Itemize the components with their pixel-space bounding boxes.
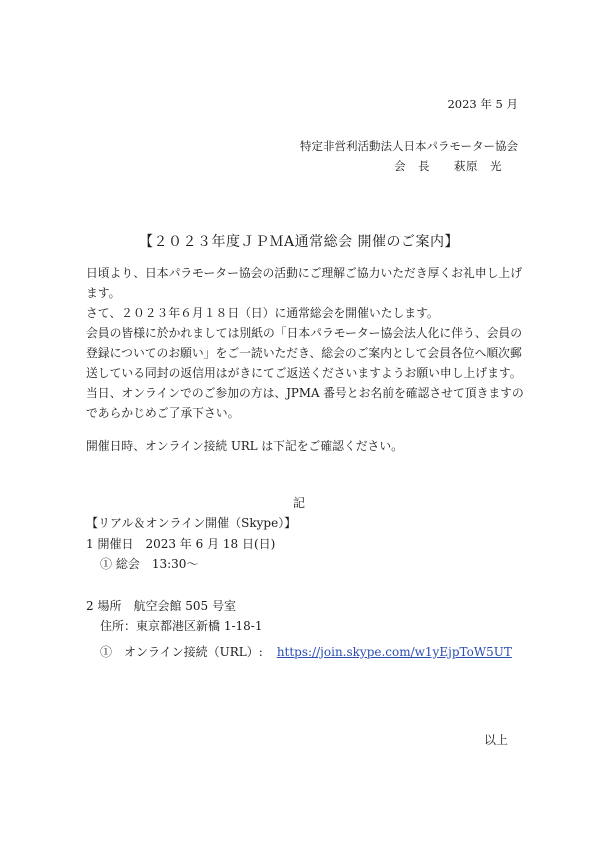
ki-heading: 記 bbox=[292, 496, 305, 510]
body-line: ます。 bbox=[86, 286, 121, 300]
online-connection bbox=[100, 645, 512, 659]
body-line: 送している同封の返信用はがきにてご返送くださいますようお願い申し上げます。 bbox=[86, 366, 522, 380]
meeting-place: 2 場所 航空会館 505 号室 bbox=[86, 599, 236, 613]
meeting-date: 1 開催日 2023 年 6 月 18 日(日) bbox=[86, 537, 276, 551]
online-url-link[interactable]: https://join.skype.com/w1yEjpToW5UT bbox=[276, 645, 512, 659]
body-line: 当日、オンラインでのご参加の方は、JPMA 番号とお名前を確認させて頂きますの bbox=[86, 386, 524, 400]
body-line: 日頃より、日本パラモーター協会の活動にご理解ご協力いただき厚くお礼申し上げ bbox=[86, 266, 523, 280]
organization-name: 特定非営利活動法人日本パラモーター協会 bbox=[299, 139, 518, 153]
body-line: 会員の皆様に於かれましては別紙の「日本パラモーター協会法人化に伴う、会員の bbox=[86, 326, 523, 340]
meeting-time: ① 総会 13:30〜 bbox=[100, 557, 199, 571]
online-label: ① オンライン接続（URL）: bbox=[100, 645, 263, 659]
meeting-address: 住所：東京都港区新橋 1-18-1 bbox=[100, 619, 263, 633]
president-name: 会 長 萩原 光 bbox=[394, 159, 502, 173]
closing-text: 以上 bbox=[483, 733, 508, 747]
body-line: 開催日時、オンライン接続 URL は下記をご確認ください。 bbox=[86, 439, 403, 453]
body-line: さて、２０２３年６月１８日（日）に通常総会を開催いたします。 bbox=[86, 306, 439, 320]
document-date: 2023 年 5 月 bbox=[447, 97, 518, 111]
section-title: 【リアル＆オンライン開催（Skype）】 bbox=[86, 516, 297, 530]
body-line: であらかじめご了承下さい。 bbox=[86, 406, 240, 420]
body-line: 登録についてのお願い」をご一読いただき、総会のご案内として会員各位へ順次郵 bbox=[86, 346, 522, 360]
document-title: 【２０２３年度ＪＰＭA通常総会 開催のご案内】 bbox=[138, 234, 460, 250]
